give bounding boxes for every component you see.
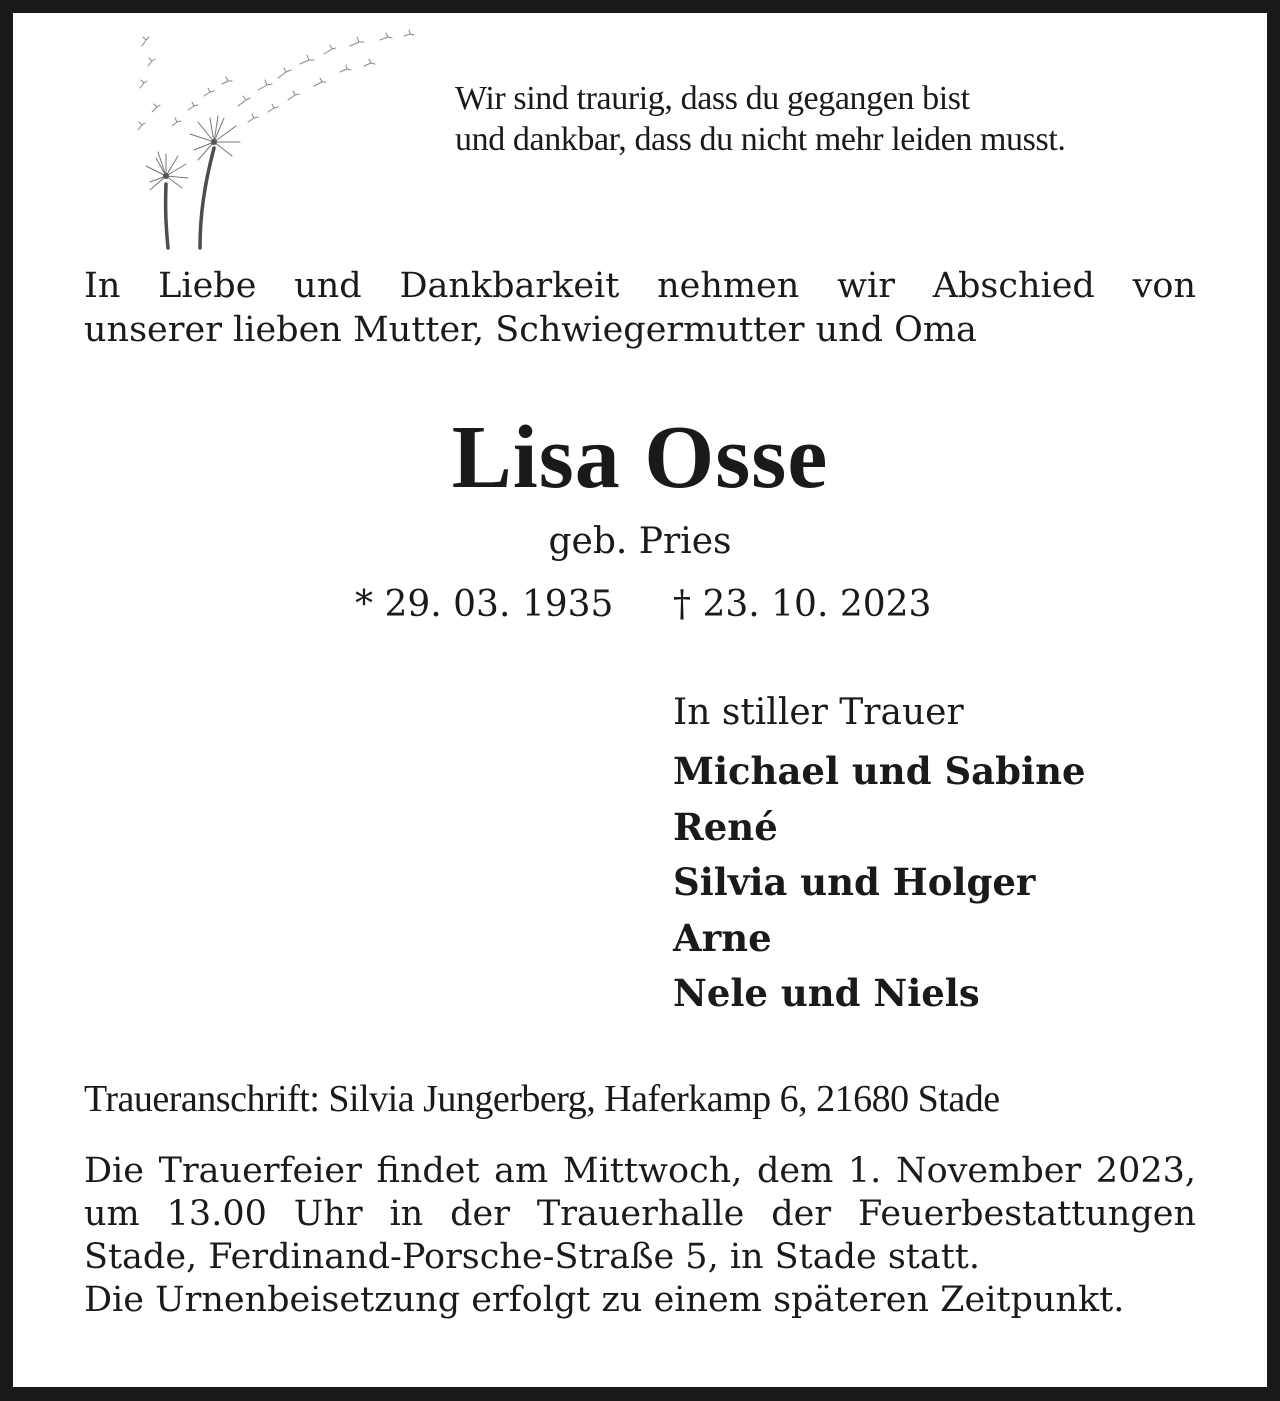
service-line: Die Trauerfeier findet am Mittwoch, dem 1. November 2023,	[84, 1151, 1196, 1191]
maiden-name: geb. Pries	[548, 521, 732, 562]
deceased-name: Lisa Osse	[451, 408, 829, 507]
mourner-name: Silvia und Holger	[673, 860, 1036, 904]
service-info	[84, 1150, 1196, 1322]
birth-date: * 29. 03. 1935	[355, 584, 614, 625]
mourners-list	[673, 744, 1233, 1022]
mourner-name: Arne	[673, 915, 772, 960]
quote	[455, 78, 1235, 160]
mourner-name: Michael und Sabine	[673, 749, 1086, 793]
intro-text	[84, 264, 1196, 352]
service-line: um 13.00 Uhr in der Trauerhalle der Feuerbestattungen	[84, 1194, 1196, 1234]
mourner-name: Nele und Niels	[673, 971, 980, 1015]
intro-line: unserer lieben Mutter, Schwiegermutter und Oma	[84, 310, 977, 350]
mourners-heading: In stiller Trauer	[673, 692, 964, 733]
dandelion-icon	[128, 26, 418, 250]
intro-line: In Liebe und Dankbarkeit nehmen wir Abschied von	[84, 266, 1196, 306]
death-date: † 23. 10. 2023	[673, 584, 932, 625]
mourning-address: Traueranschrift: Silvia Jungerberg, Haferkamp 6, 21680 Stade	[84, 1078, 1000, 1120]
quote-line: und dankbar, dass du nicht mehr leiden musst.	[455, 121, 1066, 158]
life-dates	[0, 583, 1280, 627]
mourner-name: René	[673, 804, 778, 849]
mourners-block	[673, 688, 1233, 1022]
quote-line: Wir sind traurig, dass du gegangen bist	[455, 80, 970, 117]
service-line: Stade, Ferdinand-Porsche-Straße 5, in Stade statt.	[84, 1237, 980, 1277]
service-line: Die Urnenbeisetzung erfolgt zu einem späteren Zeitpunkt.	[84, 1280, 1125, 1320]
